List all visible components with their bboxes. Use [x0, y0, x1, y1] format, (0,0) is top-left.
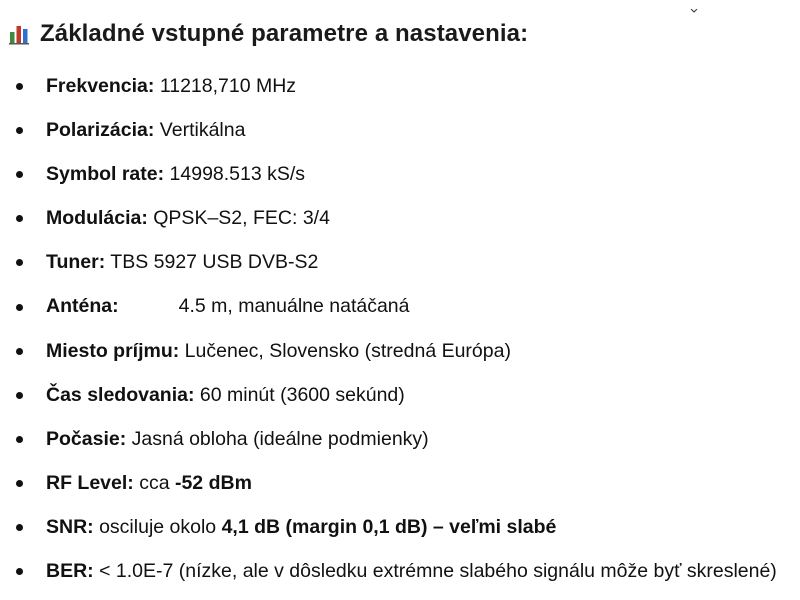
- bullet-icon: [16, 259, 23, 266]
- bullet-icon: [16, 215, 23, 222]
- list-item-antenna: [0, 284, 800, 328]
- param-label: Počasie:: [46, 427, 127, 450]
- param-label: SNR:: [46, 515, 94, 538]
- param-value-emphasis: -52 dBm: [174, 471, 252, 494]
- list-item-tuner: [0, 240, 800, 284]
- param-value: Vertikálna: [154, 119, 246, 142]
- section-heading: [8, 20, 528, 48]
- list-item-location: [0, 329, 800, 373]
- bullet-icon: [16, 524, 23, 531]
- param-label: Modulácia:: [46, 207, 148, 230]
- param-value-emphasis: 4,1 dB (margin 0,1 dB) – veľmi slabé: [221, 515, 557, 538]
- bullet-icon: [16, 83, 23, 90]
- list-item-symbol-rate: [0, 152, 800, 196]
- bullet-icon: [16, 171, 23, 178]
- param-label: Čas sledovania:: [46, 383, 195, 406]
- list-item-duration: [0, 373, 800, 417]
- bullet-icon: [16, 304, 23, 311]
- param-value: 60 minút (3600 sekúnd): [194, 383, 405, 406]
- param-value: osciluje okolo: [93, 515, 222, 538]
- list-item-modulation: [0, 196, 800, 240]
- parameter-list: [0, 64, 800, 593]
- list-item-ber: [0, 549, 800, 593]
- bullet-icon: [16, 436, 23, 443]
- list-item-snr: [0, 505, 800, 549]
- heading-title: Základné vstupné parametre a nastavenia:: [40, 20, 529, 47]
- list-item-weather: [0, 417, 800, 461]
- param-label: RF Level:: [46, 471, 134, 494]
- bullet-icon: [16, 348, 23, 355]
- param-value: Lučenec, Slovensko (stredná Európa): [179, 339, 511, 362]
- param-label: Tuner:: [46, 251, 106, 274]
- param-value: < 1.0E-7 (nízke, ale v dôsledku extrémne slabého signálu môže byť skreslené): [93, 560, 777, 583]
- list-item-frequency: [0, 64, 800, 108]
- param-value: 14998.513 kS/s: [164, 163, 306, 186]
- bullet-icon: [16, 127, 23, 134]
- param-value: QPSK–S2, FEC: 3/4: [147, 207, 330, 230]
- decorative-mark: [690, 0, 698, 4]
- param-value: cca: [133, 471, 175, 494]
- bullet-icon: [16, 480, 23, 487]
- param-value: TBS 5927 USB DVB-S2: [105, 251, 319, 274]
- bullet-icon: [16, 568, 23, 575]
- param-label: Frekvencia:: [46, 75, 155, 97]
- param-label: BER:: [46, 560, 94, 583]
- param-value: 4.5 m, manuálne natáčaná: [178, 295, 410, 318]
- param-label: Anténa:: [46, 295, 119, 318]
- bar-chart-icon: [8, 23, 30, 45]
- param-label: Polarizácia:: [46, 119, 155, 142]
- bullet-icon: [16, 392, 23, 399]
- param-label: Miesto príjmu:: [46, 339, 180, 362]
- param-label: Symbol rate:: [46, 163, 165, 186]
- list-item-rf-level: [0, 461, 800, 505]
- list-item-polarization: [0, 108, 800, 152]
- param-value: Jasná obloha (ideálne podmienky): [126, 427, 429, 450]
- param-value: 11218,710 MHz: [154, 75, 297, 97]
